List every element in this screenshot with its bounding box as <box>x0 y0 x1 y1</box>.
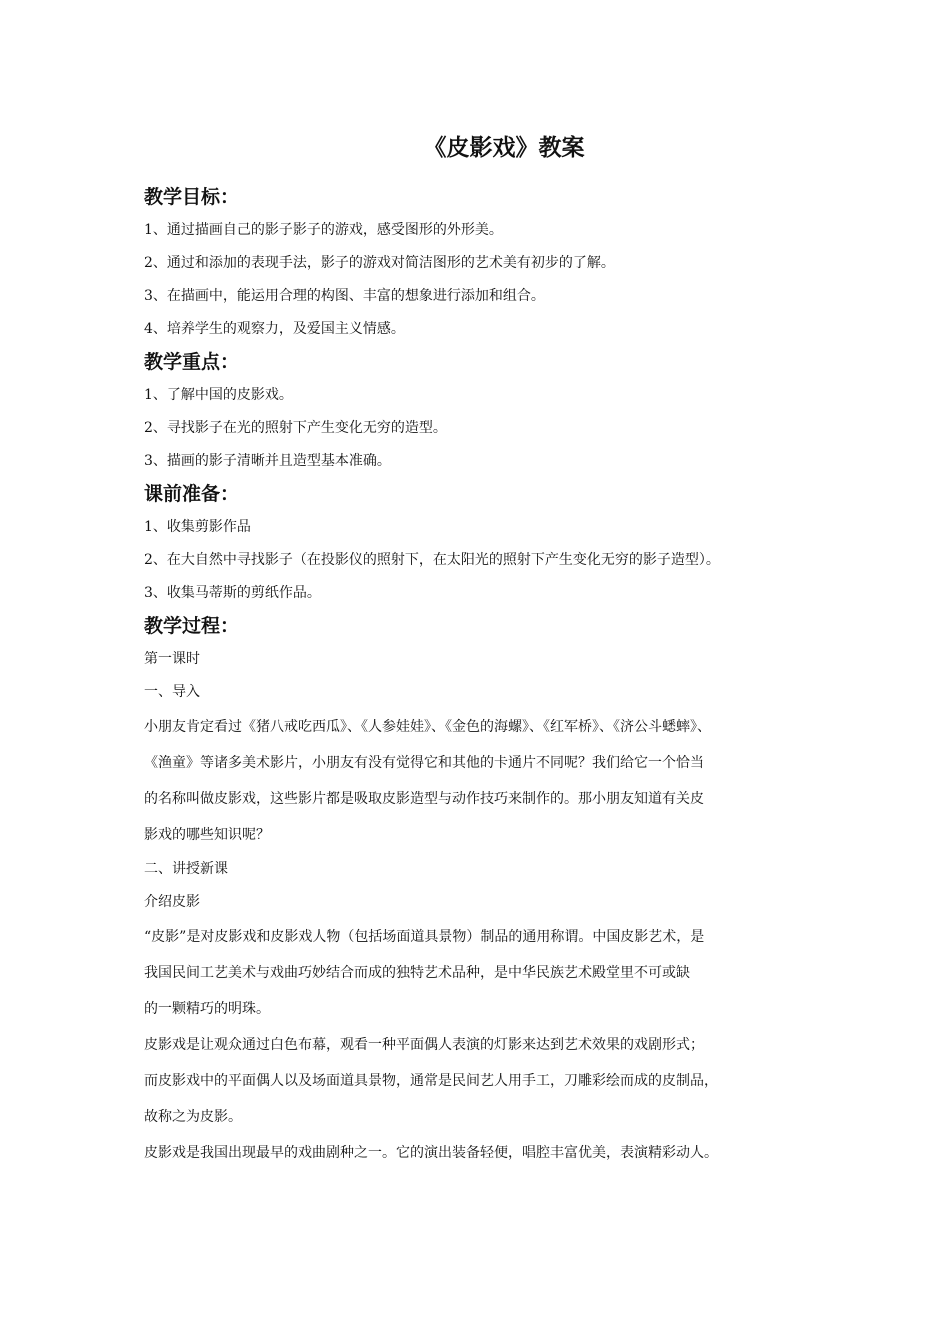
paragraph-line: 二、讲授新课 <box>144 861 228 877</box>
section-process <box>144 610 814 1171</box>
section-heading: 教学过程： <box>144 615 240 637</box>
list-item: 3、描画的影子清晰并且造型基本准确。 <box>144 453 391 469</box>
document-body <box>144 128 814 1171</box>
paragraph-line: 皮影戏是让观众通过白色布幕，观看一种平面偶人表演的灯影来达到艺术效果的戏剧形式； <box>144 1037 704 1053</box>
section-goals <box>144 181 814 346</box>
paragraph-line: 我国民间工艺美术与戏曲巧妙结合而成的独特艺术品种，是中华民族艺术殿堂里不可或缺 <box>144 965 690 981</box>
list-item: 1、收集剪影作品 <box>144 519 251 535</box>
paragraph-line: 故称之为皮影。 <box>144 1109 242 1125</box>
paragraph-line: 的名称叫做皮影戏，这些影片都是吸取皮影造型与动作技巧来制作的。那小朋友知道有关皮 <box>144 791 704 807</box>
list-item: 3、收集马蒂斯的剪纸作品。 <box>144 585 321 601</box>
paragraph-line: 《渔童》等诸多美术影片，小朋友有没有觉得它和其他的卡通片不同呢？我们给它一个恰当 <box>144 755 704 771</box>
paragraph-line: 一、导入 <box>144 684 200 700</box>
paragraph-line: 皮影戏是我国出现最早的戏曲剧种之一。它的演出装备轻便，唱腔丰富优美，表演精彩动人。 <box>144 1145 718 1161</box>
section-heading: 教学目标： <box>144 186 240 208</box>
paragraph-line: 介绍皮影 <box>144 894 200 910</box>
paragraph-line: 而皮影戏中的平面偶人以及场面道具景物，通常是民间艺人用手工，刀雕彩绘而成的皮制品， <box>144 1073 718 1089</box>
list-item: 1、通过描画自己的影子影子的游戏，感受图形的外形美。 <box>144 222 503 238</box>
paragraph-line: 影戏的哪些知识呢？ <box>144 827 270 843</box>
list-item: 1、了解中国的皮影戏。 <box>144 387 293 403</box>
list-item: 3、在描画中，能运用合理的构图、丰富的想象进行添加和组合。 <box>144 288 545 304</box>
section-heading: 教学重点： <box>144 351 240 373</box>
list-item: 2、寻找影子在光的照射下产生变化无穷的造型。 <box>144 420 447 436</box>
paragraph-line: 第一课时 <box>144 651 200 667</box>
section-heading: 课前准备： <box>144 483 240 505</box>
list-item: 2、通过和添加的表现手法，影子的游戏对简洁图形的艺术美有初步的了解。 <box>144 255 615 271</box>
paragraph-line: 小朋友肯定看过《猪八戒吃西瓜》、《人参娃娃》、《金色的海螺》、《红军桥》、《济公斗蟋蟀》、 <box>144 719 711 735</box>
paragraph-line: “皮影”是对皮影戏和皮影戏人物（包括场面道具景物）制品的通用称谓。中国皮影艺术，是 <box>144 929 705 945</box>
section-prep <box>144 478 814 610</box>
section-focus <box>144 346 814 478</box>
page-title: 《皮影戏》教案 <box>423 135 585 161</box>
list-item: 4、培养学生的观察力，及爱国主义情感。 <box>144 321 405 337</box>
list-item: 2、在大自然中寻找影子（在投影仪的照射下，在太阳光的照射下产生变化无穷的影子造型）。 <box>144 552 720 568</box>
paragraph-line: 的一颗精巧的明珠。 <box>144 1001 270 1017</box>
